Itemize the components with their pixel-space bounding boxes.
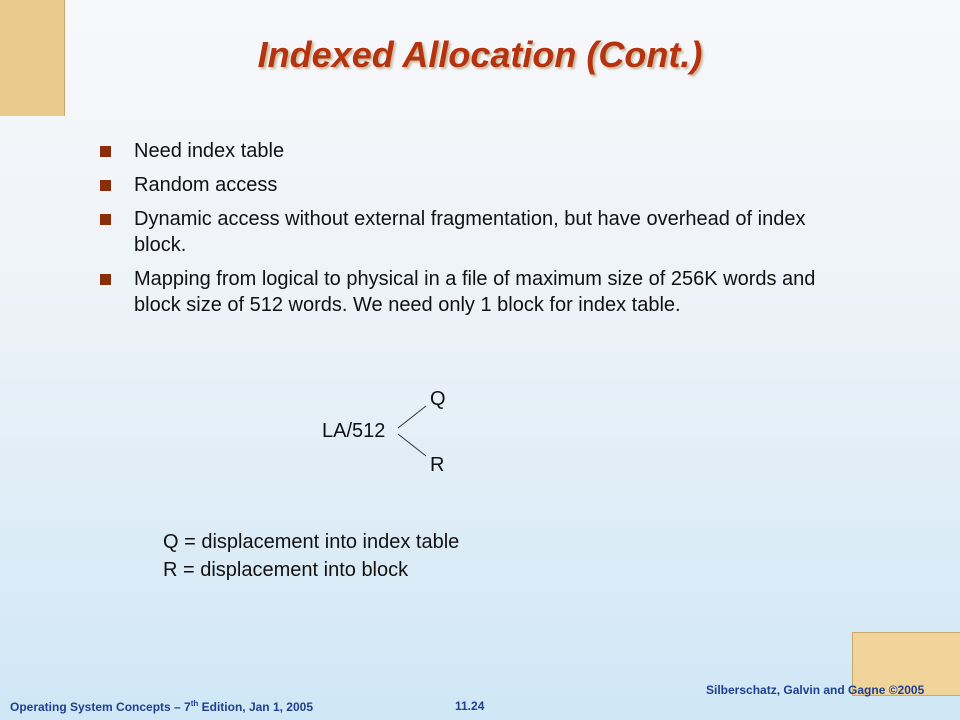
legend-q: Q = displacement into index table bbox=[163, 531, 460, 553]
bullet-item: Dynamic access without external fragmentation, but have overhead of index block. bbox=[98, 206, 838, 258]
footer-left: Operating System Concepts – 7th Edition, Jan 1, 2005 bbox=[10, 699, 314, 714]
footer-right: Silberschatz, Galvin and Gagne ©2005 bbox=[706, 683, 925, 697]
slide-title: Indexed Allocation (Cont.) bbox=[257, 34, 703, 75]
legend bbox=[163, 528, 459, 584]
diagram-root-label: LA/512 bbox=[322, 420, 386, 442]
legend-r: R = displacement into block bbox=[163, 559, 409, 581]
bullet-list bbox=[98, 138, 838, 326]
diagram-r-label: R bbox=[430, 454, 445, 476]
footer-page-number: 11.24 bbox=[455, 699, 485, 713]
bullet-item: Mapping from logical to physical in a file of maximum size of 256K words and block size of 512 words. We need only 1 block for index table. bbox=[98, 266, 838, 318]
la-division-diagram bbox=[310, 380, 490, 480]
diagram-q-label: Q bbox=[430, 388, 446, 410]
bullet-item: Random access bbox=[98, 172, 838, 198]
bullet-item: Need index table bbox=[98, 138, 838, 164]
diagram-branch-lines bbox=[310, 380, 490, 480]
